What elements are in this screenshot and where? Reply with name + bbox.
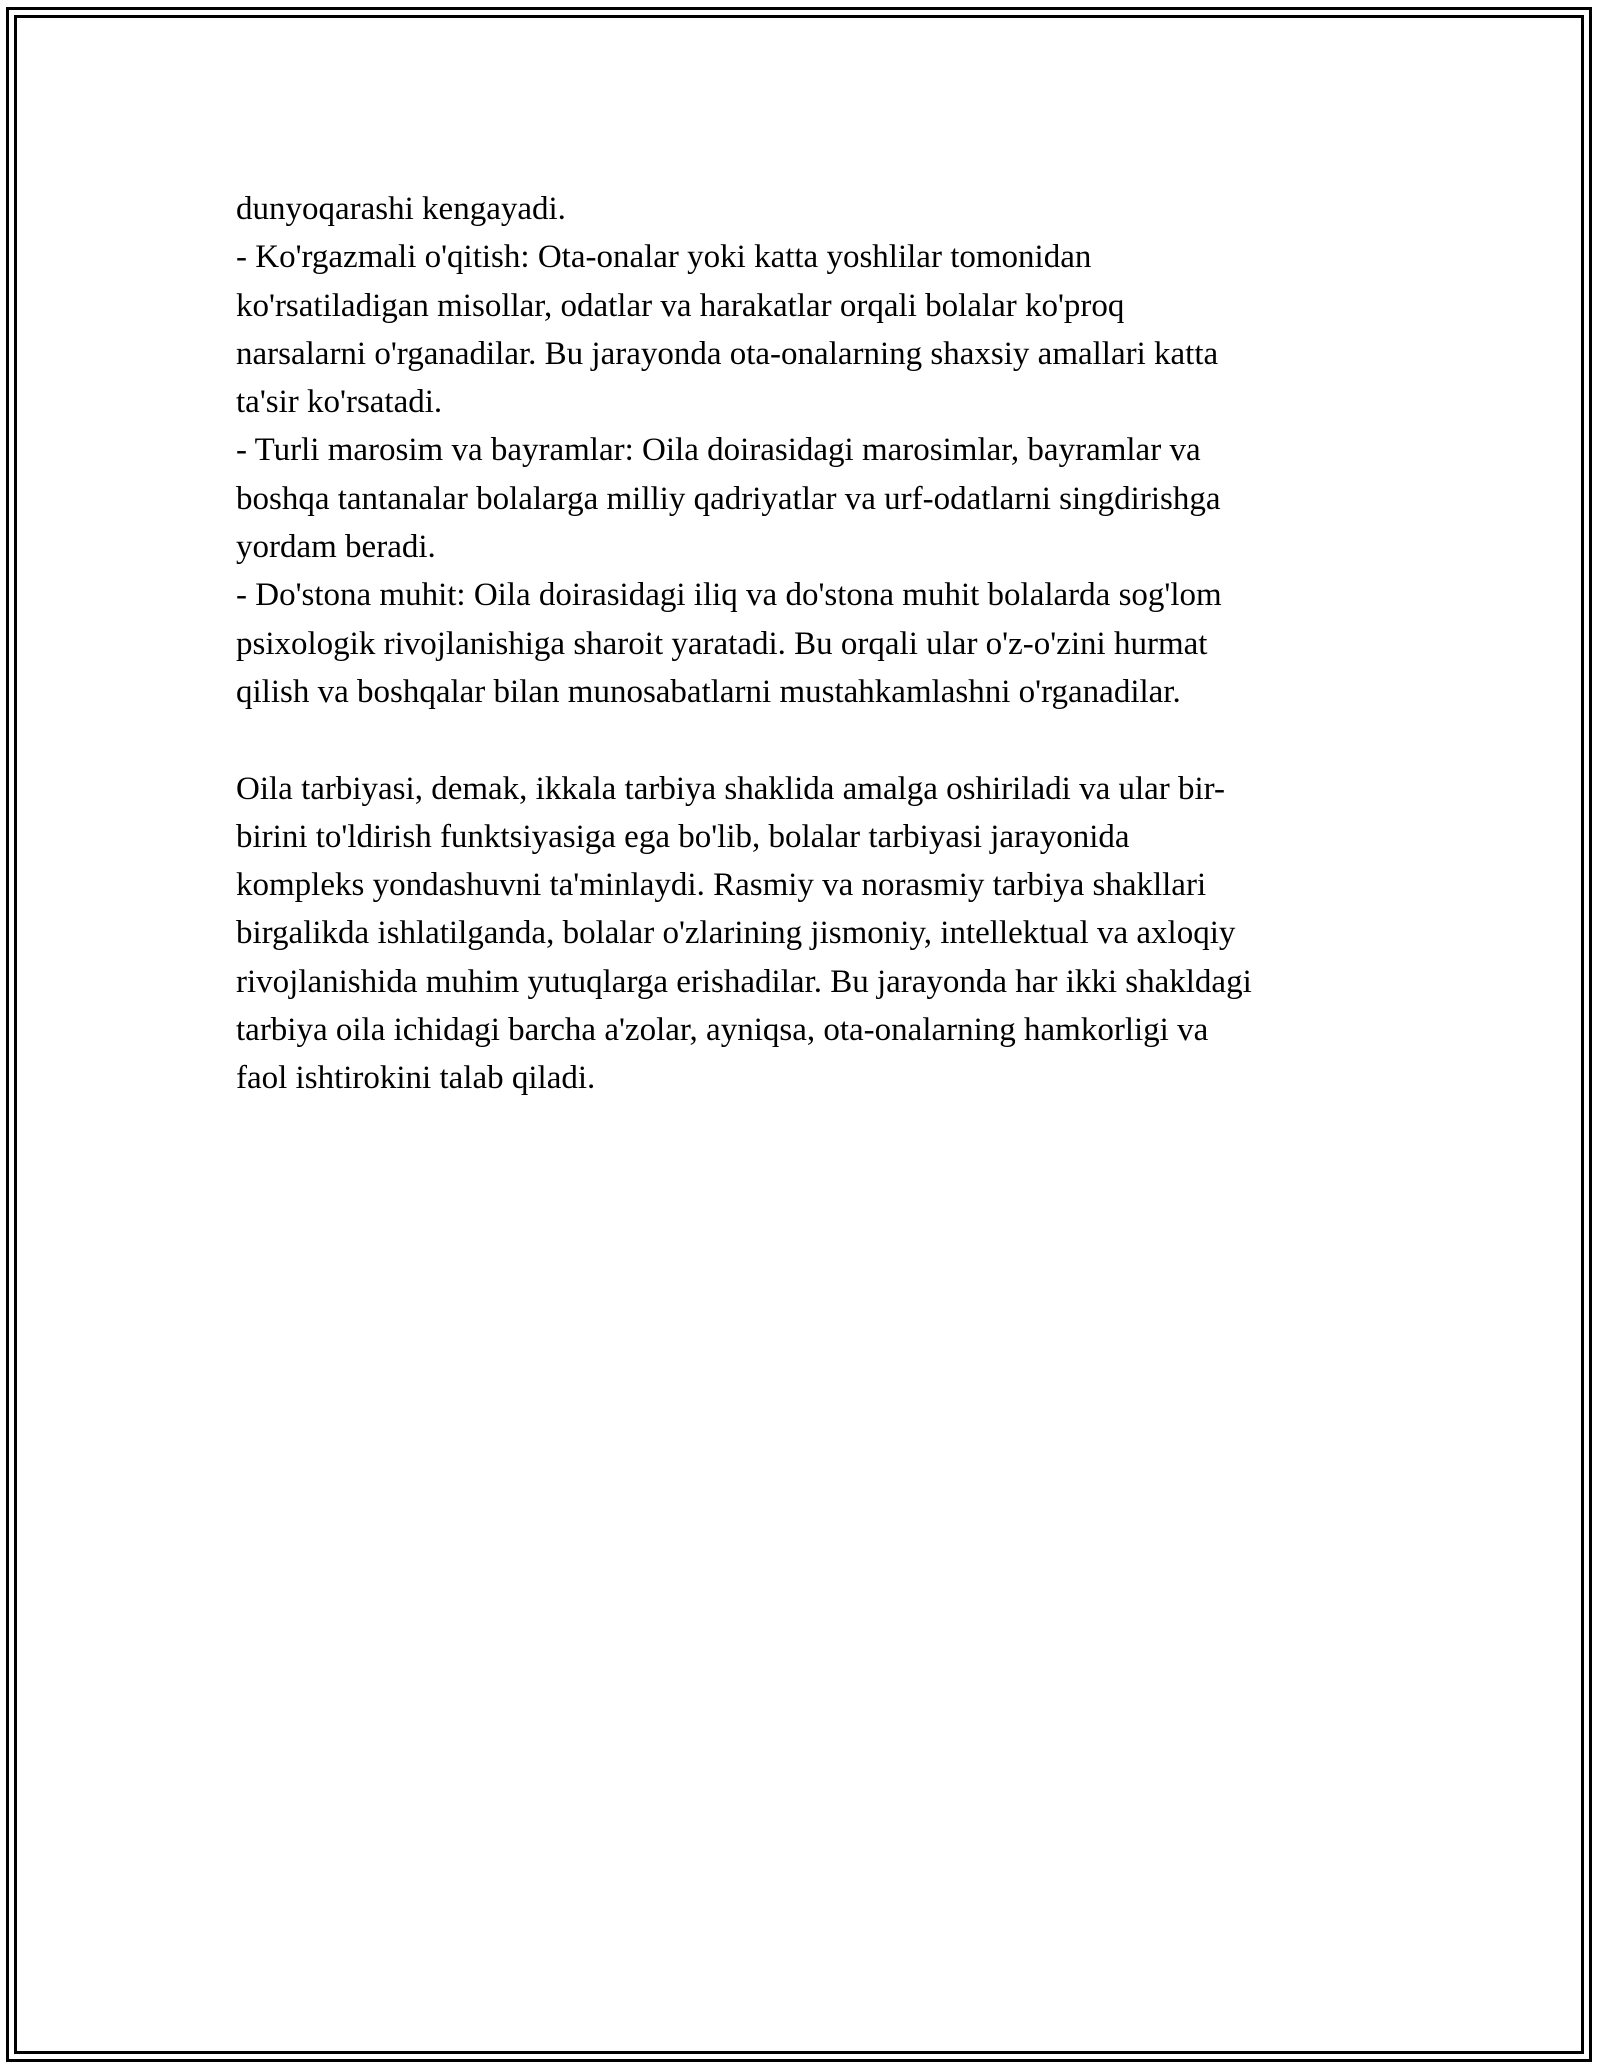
text-line: - Do'stona muhit: Oila doirasidagi iliq va do'stona muhit bolalarda sog'lom bbox=[236, 577, 1222, 614]
paragraph-spacer bbox=[236, 716, 1386, 764]
text-line: Oila tarbiyasi, demak, ikkala tarbiya shaklida amalga oshiriladi va ular bir- bbox=[236, 770, 1226, 807]
text-line: narsalarni o'rganadilar. Bu jarayonda ota-onalarning shaxsiy amallari katta bbox=[236, 335, 1219, 372]
text-line: - Ko'rgazmali o'qitish: Ota-onalar yoki katta yoshlilar tomonidan bbox=[236, 239, 1092, 276]
text-line: ko'rsatiladigan misollar, odatlar va harakatlar orqali bolalar ko'proq bbox=[236, 287, 1125, 324]
text-line: ta'sir ko'rsatadi. bbox=[236, 384, 443, 421]
text-line: psixologik rivojlanishiga sharoit yaratadi. Bu orqali ular o'z-o'zini hurmat bbox=[236, 625, 1208, 662]
text-line: kompleks yondashuvni ta'minlaydi. Rasmiy va norasmiy tarbiya shakllari bbox=[236, 867, 1207, 904]
text-line: rivojlanishida muhim yutuqlarga erishadilar. Bu jarayonda har ikki shakldagi bbox=[236, 963, 1252, 1000]
text-line: birini to'ldirish funktsiyasiga ega bo'lib, bolalar tarbiyasi jarayonida bbox=[236, 818, 1130, 855]
text-line: boshqa tantanalar bolalarga milliy qadriyatlar va urf-odatlarni singdirishga bbox=[236, 480, 1221, 517]
text-line: faol ishtirokini talab qiladi. bbox=[236, 1060, 596, 1097]
text-line: yordam beradi. bbox=[236, 529, 436, 566]
text-line: tarbiya oila ichidagi barcha a'zolar, ayniqsa, ota-onalarning hamkorligi va bbox=[236, 1012, 1209, 1049]
document-body bbox=[236, 185, 1386, 1103]
text-line: qilish va boshqalar bilan munosabatlarni mustahkamlashni o'rganadilar. bbox=[236, 673, 1181, 710]
text-line: - Turli marosim va bayramlar: Oila doirasidagi marosimlar, bayramlar va bbox=[236, 432, 1201, 469]
text-line: dunyoqarashi kengayadi. bbox=[236, 191, 566, 227]
text-line: birgalikda ishlatilganda, bolalar o'zlarining jismoniy, intellektual va axloqiy bbox=[236, 915, 1236, 952]
